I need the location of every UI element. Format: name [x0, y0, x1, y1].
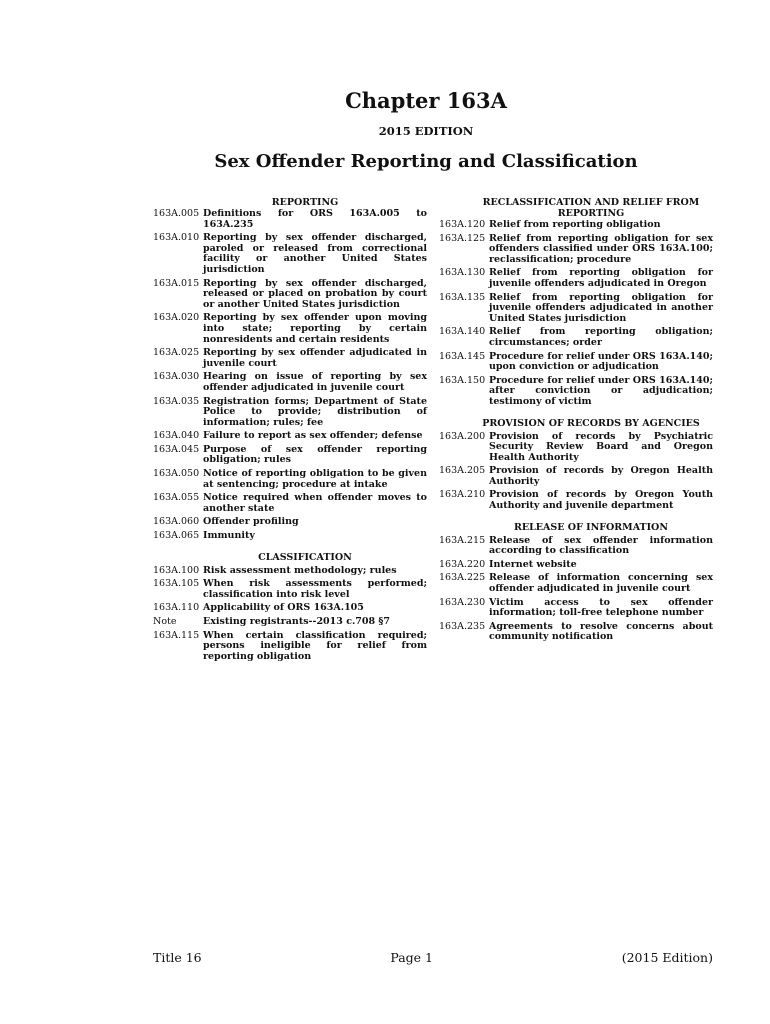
section-number: 163A.110	[153, 602, 200, 614]
section-description: Reporting by sex offender adjudicated in juvenile court	[203, 347, 427, 369]
section-number: 163A.150	[439, 374, 486, 386]
section-description: Reporting by sex offender upon moving into state; reporting by certain nonresidents and certain residents	[203, 312, 427, 345]
section-number: 163A.055	[153, 492, 200, 504]
section-description: Definitions for ORS 163A.005 to 163A.235	[203, 208, 427, 230]
toc-entry	[153, 566, 427, 577]
footer-edition: (2015 Edition)	[621, 950, 713, 965]
toc-entry	[153, 445, 427, 466]
section-number: 163A.030	[153, 371, 200, 383]
section-description: Relief from reporting obligation for sex offenders classified under ORS 163A.100; reclassification; procedure	[489, 232, 713, 265]
section-description: Existing registrants--2013 c.708 §7	[203, 616, 390, 627]
section-number: 163A.020	[153, 312, 200, 324]
toc-entry	[439, 268, 713, 289]
section-description: When risk assessments performed; classification into risk level	[203, 578, 427, 600]
section-heading: RECLASSIFICATION AND RELIEF FROM REPORTING	[482, 197, 700, 219]
toc-entry	[439, 293, 713, 325]
section-description: Relief from reporting obligation for juvenile offenders adjudicated in Oregon	[489, 267, 713, 289]
section-description: Notice required when offender moves to another state	[203, 492, 427, 514]
section-description: Release of information concerning sex offender adjudicated in juvenile court	[489, 572, 713, 595]
toc-entry	[439, 466, 713, 487]
toc-entry	[439, 490, 713, 511]
toc-entry	[153, 372, 427, 393]
toc-entry	[439, 376, 713, 408]
section-description: Reporting by sex offender discharged, paroled or released from correctional facility or another United States jurisdiction	[203, 232, 427, 275]
section-description: Registration forms; Department of State Police to provide; distribution of information; rules; fee	[203, 395, 427, 428]
section-number: 163A.225	[439, 572, 486, 584]
section-number: 163A.200	[439, 430, 486, 442]
toc-entry	[439, 234, 713, 266]
section-number: 163A.010	[153, 232, 200, 244]
section-description: Procedure for relief under ORS 163A.140; after conviction or adjudication; testimony of victim	[489, 374, 713, 407]
section-description: When certain classification required; persons ineligible for relief from reporting obligation	[203, 629, 427, 662]
footer-title: Title 16	[153, 950, 202, 965]
toc-entry	[439, 327, 713, 348]
section-number: 163A.235	[439, 620, 486, 632]
toc-entry	[439, 352, 713, 373]
chapter-subtitle: Sex Offender Reporting and Classification	[214, 151, 638, 172]
toc-entry	[153, 209, 427, 230]
toc-entry	[439, 622, 713, 643]
section-number: 163A.105	[153, 578, 200, 590]
section-number: 163A.135	[439, 291, 486, 303]
toc-entry	[153, 579, 427, 600]
page-footer	[153, 950, 713, 965]
section-heading: RELEASE OF INFORMATION	[513, 521, 669, 533]
section-heading: REPORTING	[271, 197, 339, 208]
toc-entry	[153, 348, 427, 369]
toc-entry	[153, 631, 427, 663]
section-number: 163A.025	[153, 347, 200, 359]
toc-entry	[153, 397, 427, 429]
section-description: Internet website	[489, 558, 577, 570]
section-description: Reporting by sex offender discharged, released or placed on probation by court or another United States jurisdiction	[203, 277, 427, 310]
section-heading: PROVISION OF RECORDS BY AGENCIES	[482, 417, 700, 429]
section-number: 163A.125	[439, 232, 486, 244]
toc-entry	[439, 536, 713, 557]
chapter-title: Chapter 163A	[345, 88, 507, 113]
section-number: 163A.015	[153, 277, 200, 289]
section-description: Procedure for relief under ORS 163A.140; upon conviction or adjudication	[489, 350, 713, 373]
toc-entry	[153, 493, 427, 514]
section-number: 163A.115	[153, 629, 200, 641]
section-number: 163A.065	[153, 530, 200, 542]
toc-entry	[153, 233, 427, 275]
section-number: Note	[153, 616, 177, 627]
section-heading: CLASSIFICATION	[258, 551, 352, 563]
section-description: Provision of records by Oregon Youth Authority and juvenile department	[489, 489, 713, 512]
section-description: Relief from reporting obligation	[489, 219, 661, 230]
section-number: 163A.230	[439, 596, 486, 608]
toc-entry	[153, 313, 427, 345]
section-description: Immunity	[203, 530, 255, 542]
toc-entry	[153, 531, 427, 542]
toc-entry	[439, 598, 713, 619]
left-column	[153, 197, 427, 665]
section-description: Agreements to resolve concerns about community notification	[489, 620, 713, 643]
footer-page-number: Page 1	[390, 950, 433, 965]
section-number: 163A.005	[153, 208, 200, 219]
section-number: 163A.140	[439, 326, 486, 338]
section-description: Hearing on issue of reporting by sex offender adjudicated in juvenile court	[203, 371, 427, 393]
section-number: 163A.210	[439, 489, 486, 501]
section-number: 163A.045	[153, 443, 200, 455]
section-number: 163A.145	[439, 350, 486, 362]
right-column	[439, 197, 713, 646]
section-number: 163A.130	[439, 267, 486, 279]
toc-entry	[439, 560, 713, 571]
section-description: Release of sex offender information according to classification	[489, 534, 713, 557]
section-description: Victim access to sex offender information; toll-free telephone number	[489, 596, 713, 619]
section-number: 163A.040	[153, 430, 200, 442]
section-description: Relief from reporting obligation; circumstances; order	[489, 326, 713, 348]
toc-entry	[439, 432, 713, 464]
section-number: 163A.220	[439, 558, 486, 570]
toc-entry	[153, 431, 427, 442]
toc-entry	[153, 603, 427, 614]
toc-entry	[153, 617, 427, 628]
edition-label: 2015 EDITION	[378, 124, 474, 138]
section-description: Risk assessment methodology; rules	[203, 564, 397, 576]
section-number: 163A.120	[439, 219, 486, 230]
section-description: Provision of records by Psychiatric Security Review Board and Oregon Health Authority	[489, 430, 713, 463]
section-description: Provision of records by Oregon Health Authority	[489, 465, 713, 487]
section-description: Applicability of ORS 163A.105	[203, 602, 364, 614]
toc-entry	[153, 517, 427, 528]
section-number: 163A.205	[439, 465, 486, 477]
toc-entry	[439, 573, 713, 594]
section-description: Purpose of sex offender reporting obligation; rules	[203, 443, 427, 466]
section-number: 163A.060	[153, 516, 200, 528]
section-description: Offender profiling	[203, 516, 299, 528]
toc-entry	[153, 279, 427, 311]
toc-entry	[439, 220, 713, 231]
section-number: 163A.215	[439, 534, 486, 546]
section-number: 163A.035	[153, 395, 200, 407]
toc-entry	[153, 469, 427, 490]
section-description: Relief from reporting obligation for juvenile offenders adjudicated in another United States jurisdiction	[489, 291, 713, 324]
section-number: 163A.100	[153, 564, 200, 576]
section-number: 163A.050	[153, 468, 200, 480]
section-description: Notice of reporting obligation to be given at sentencing; procedure at intake	[203, 468, 427, 490]
section-description: Failure to report as sex offender; defense	[203, 430, 423, 442]
